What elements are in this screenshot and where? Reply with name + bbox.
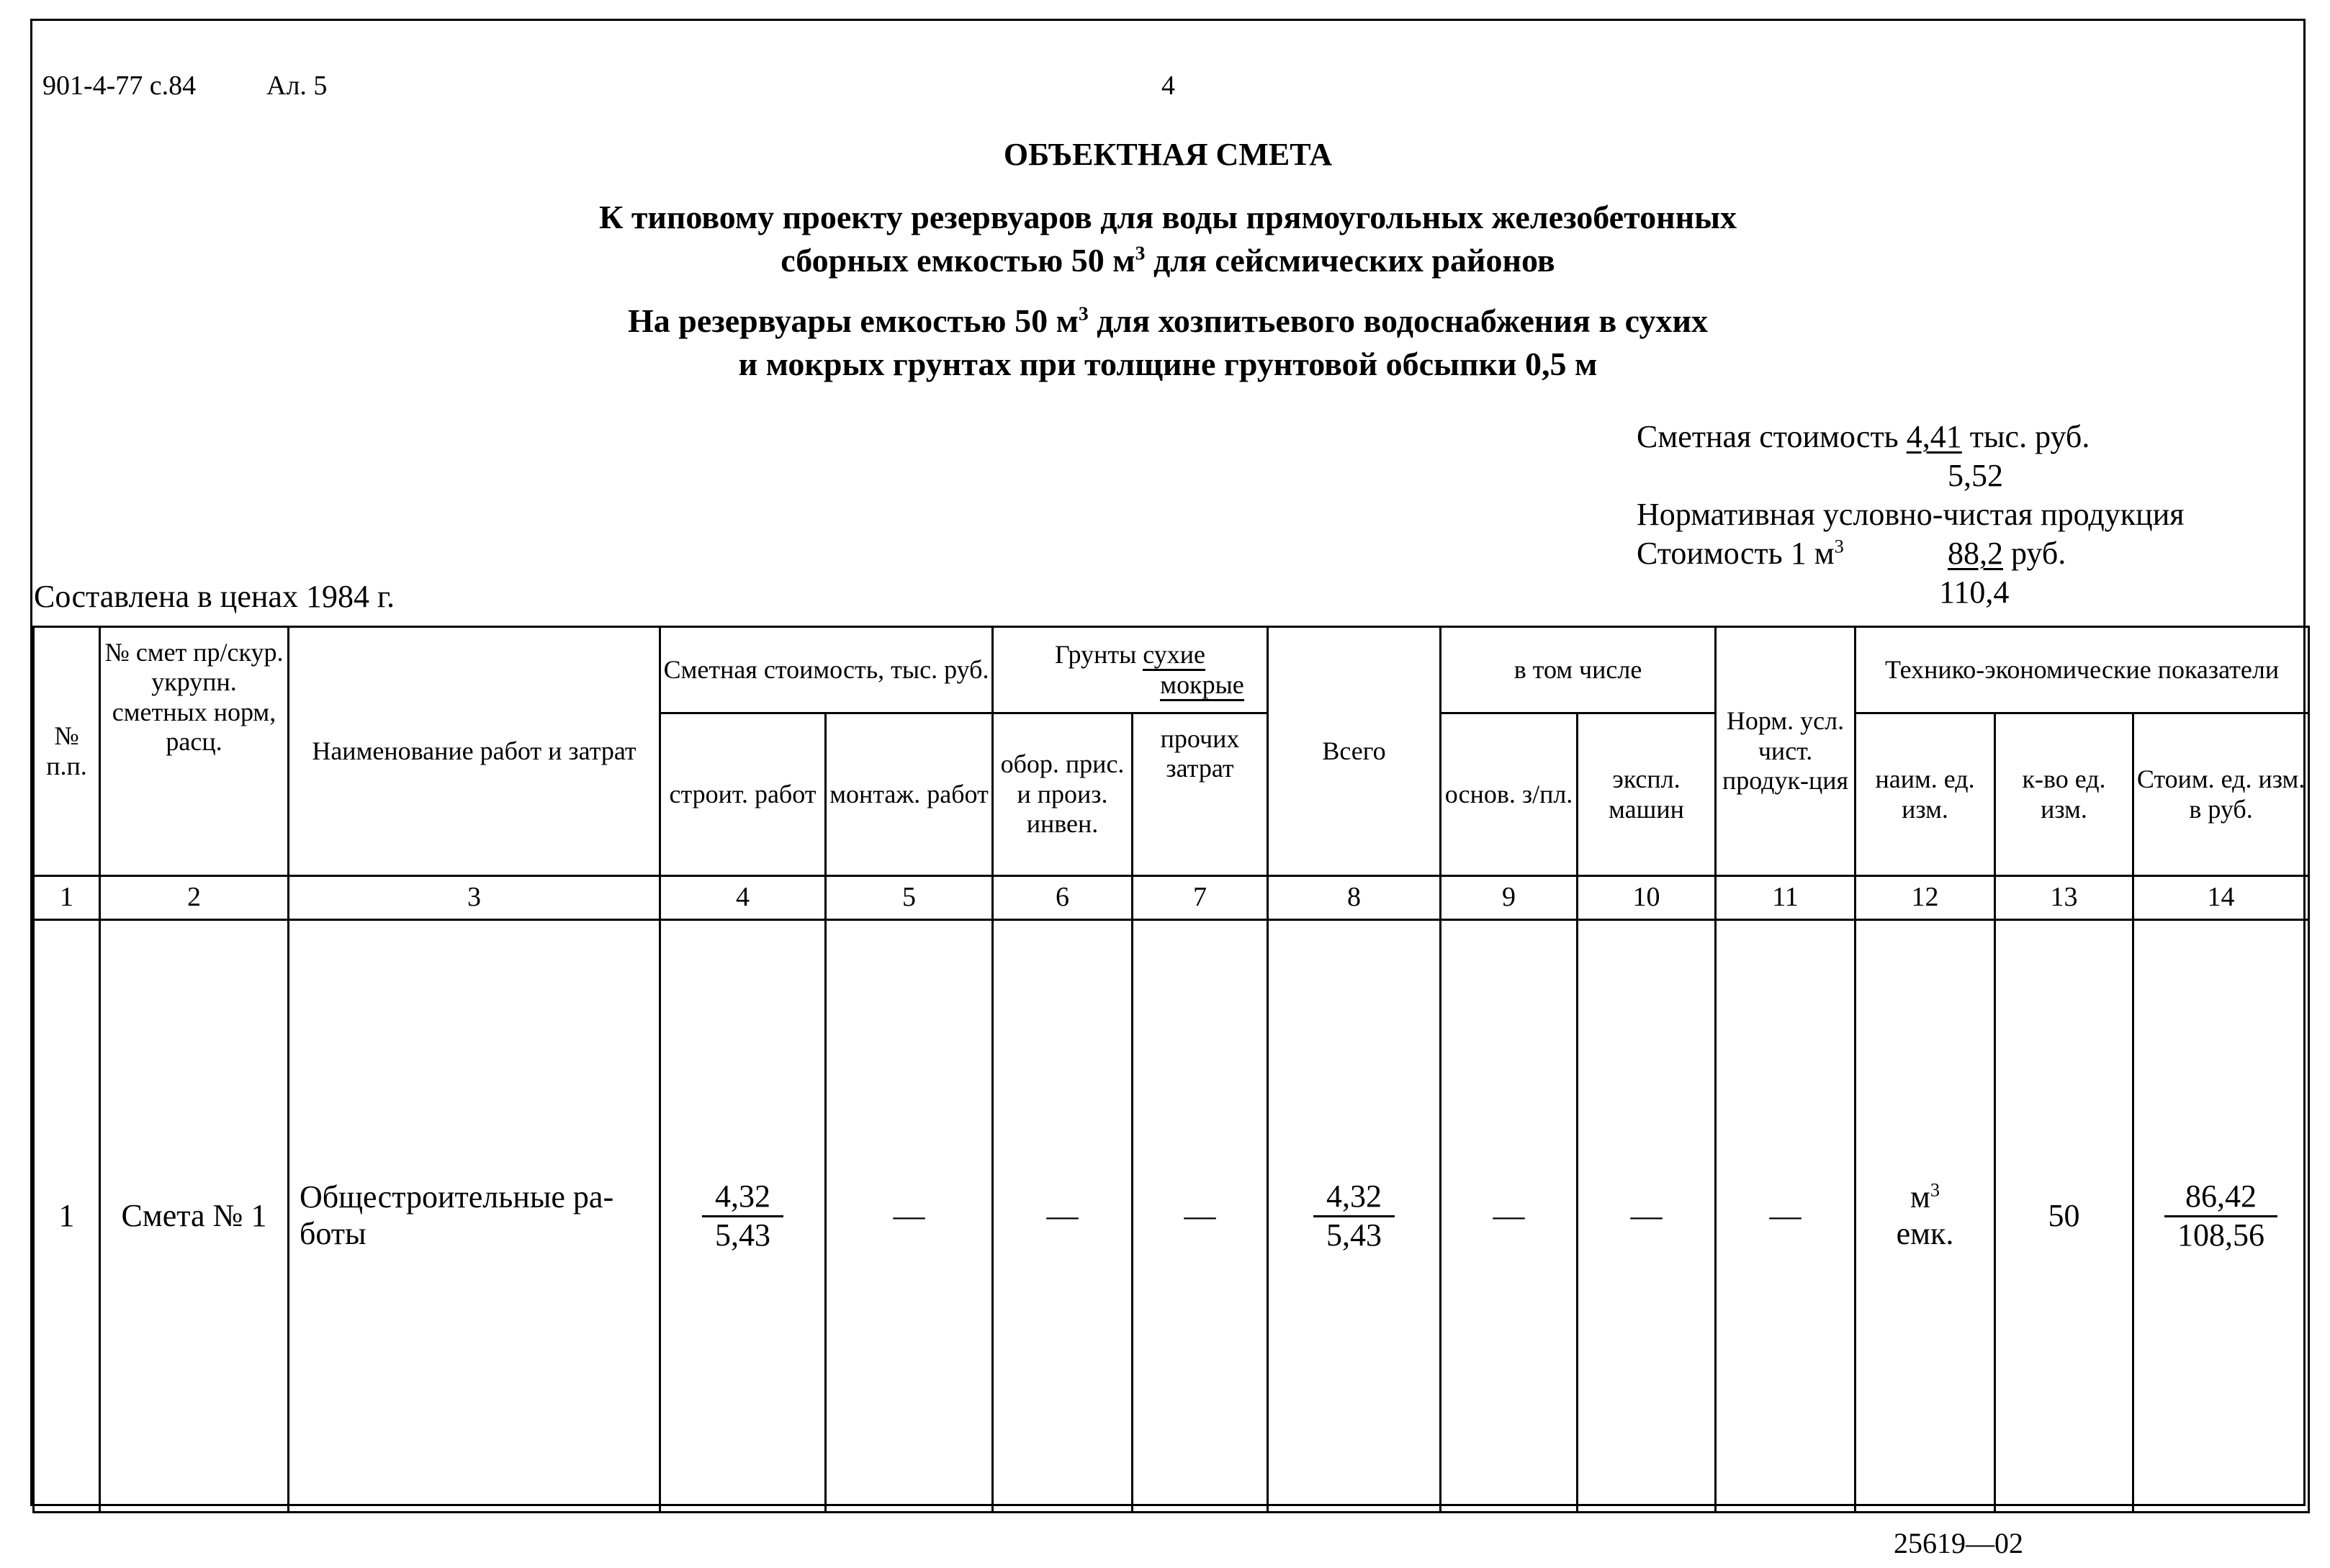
header-col-11: Норм. усл. чист. продук-ция bbox=[1716, 627, 1856, 876]
title-line-3: На резервуары емкостью 50 $м^3$ для хозпитьевого водоснабжения в сухих bbox=[628, 302, 1708, 339]
column-number: 14 bbox=[2133, 876, 2309, 920]
column-number: 7 bbox=[1133, 876, 1268, 920]
column-number: 8 bbox=[1268, 876, 1441, 920]
column-number: 10 bbox=[1578, 876, 1716, 920]
header-col-9: основ. з/пл. bbox=[1441, 713, 1578, 876]
table-row bbox=[34, 920, 2309, 1513]
row-equipment-cost: — bbox=[993, 920, 1133, 1513]
estimated-cost: Сметная стоимость 4,41 тыс. руб. bbox=[1637, 419, 2090, 454]
header-col-12: наим. ед. изм. bbox=[1856, 713, 1995, 876]
estimate-sheet bbox=[30, 19, 2306, 1506]
row-unit-qty: 50 bbox=[1995, 920, 2133, 1513]
unit-cost-value: 88,2 руб. bbox=[1948, 536, 2066, 571]
footer-code: 25619—02 bbox=[1894, 1527, 2023, 1559]
row-number: 1 bbox=[34, 920, 100, 1513]
header-col-3: Наименование работ и затрат bbox=[289, 627, 660, 876]
row-base-salary: — bbox=[1441, 920, 1578, 1513]
column-number: 6 bbox=[993, 876, 1133, 920]
header-col-1: № п.п. bbox=[34, 627, 100, 876]
page-number: 4 bbox=[1161, 71, 1175, 101]
unit-cost-label: Стоимость 1 $м^3$ bbox=[1637, 535, 1844, 571]
unit-cost-bottom: 110,4 bbox=[1939, 575, 2010, 610]
normative-product-label: Нормативная условно-чистая продукция bbox=[1637, 497, 2185, 532]
header-group-soil: Грунты сухие мокрые bbox=[993, 627, 1268, 713]
header-col-6: обор. прис. и произ. инвен. bbox=[993, 713, 1133, 876]
row-work-name: Общестроительные ра-боты bbox=[289, 920, 660, 1513]
column-number: 1 bbox=[34, 876, 100, 920]
row-other-cost: — bbox=[1133, 920, 1268, 1513]
estimated-cost-bottom: 5,52 bbox=[1948, 458, 2003, 493]
row-installation-cost: — bbox=[826, 920, 993, 1513]
header-group-included: в том числе bbox=[1441, 627, 1716, 713]
row-unit-cost: $\frac{86,42}{108,56}$ bbox=[2133, 920, 2309, 1513]
header-col-7: прочих затрат bbox=[1133, 713, 1268, 876]
row-machines: — bbox=[1578, 920, 1716, 1513]
column-number: 9 bbox=[1441, 876, 1578, 920]
column-number: 12 bbox=[1856, 876, 1995, 920]
row-normative: — bbox=[1716, 920, 1856, 1513]
header-group-cost: Сметная стоимость, тыс. руб. bbox=[660, 627, 993, 713]
row-total-cost: $\frac{4,32}{5,43}$ bbox=[1268, 920, 1441, 1513]
header-col-5: монтаж. работ bbox=[826, 713, 993, 876]
estimated-cost-top: 4,41 bbox=[1906, 419, 1962, 454]
header-group-tech: Технико-экономические показатели bbox=[1856, 627, 2309, 713]
header-col-13: к-во ед. изм. bbox=[1995, 713, 2133, 876]
document-title: ОБЪЕКТНАЯ СМЕТА bbox=[1003, 137, 1333, 172]
column-number: 13 bbox=[1995, 876, 2133, 920]
header-col-10: экспл. машин bbox=[1578, 713, 1716, 876]
header-col-2: № смет пр/скур. укрупн. сметных норм, расц. bbox=[100, 627, 289, 876]
title-line-2: сборных емкостью 50 $м^3$ для сейсмических районов bbox=[781, 241, 1555, 279]
row-construction-cost: $\frac{4,32}{5,43}$ bbox=[660, 920, 826, 1513]
title-line-4: и мокрых грунтах при толщине грунтовой обсыпки 0,5 м bbox=[738, 346, 1598, 382]
column-number: 5 bbox=[826, 876, 993, 920]
doc-code: 901-4-77 с.84 bbox=[42, 71, 197, 101]
header-col-14: Стоим. ед. изм. в руб. bbox=[2133, 713, 2309, 876]
header-col-8: Всего bbox=[1268, 627, 1441, 876]
header-soil-wet: мокрые bbox=[1160, 670, 1243, 701]
prices-note: Составлена в ценах 1984 г. bbox=[34, 579, 395, 614]
estimate-table bbox=[32, 626, 2310, 1513]
header-col-4: строит. работ bbox=[660, 713, 826, 876]
column-number: 3 bbox=[289, 876, 660, 920]
album-label: Ал. 5 bbox=[266, 71, 328, 101]
row-estimate: Смета № 1 bbox=[100, 920, 289, 1513]
row-unit-name: $м^3$ емк. bbox=[1856, 920, 1995, 1513]
column-number: 4 bbox=[660, 876, 826, 920]
column-number: 11 bbox=[1716, 876, 1856, 920]
column-numbers-row bbox=[34, 876, 2309, 920]
column-number: 2 bbox=[100, 876, 289, 920]
title-line-1: К типовому проекту резервуаров для воды прямоугольных железобетонных bbox=[598, 199, 1737, 235]
